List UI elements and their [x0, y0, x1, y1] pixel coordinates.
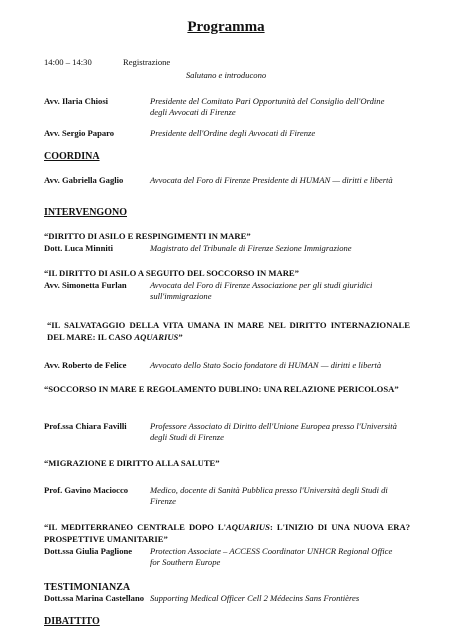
speaker-role: Medico, docente di Sanità Pubblica presso l'Università degli Studi di Firenze [150, 485, 388, 507]
greeter-role: Presidente dell'Ordine degli Avvocati di Firenze [150, 128, 316, 138]
speaker-role: Professore Associato di Diritto dell'Unione Europea presso l'Università degli Studi di Firenze [150, 421, 397, 443]
greeting-heading: Salutano e introducono [185, 70, 267, 80]
testimony-name: Dott.ssa Marina Castellano [44, 593, 145, 603]
testimonianza-heading: TESTIMONIANZA [44, 582, 131, 593]
speaker-name: Dott. Luca Minniti [44, 243, 113, 253]
greeter-name: Avv. Ilaria Chiosi [44, 96, 109, 106]
coordina-heading: COORDINA [44, 151, 100, 162]
talk-title: “MIGRAZIONE E DIRITTO ALLA SALUTE” [44, 458, 220, 468]
talk-title: “IL SALVATAGGIO DELLA VITA UMANA IN MARE NEL DIRITTO INTERNAZIONALE DEL MARE: IL CASO AQUARIUS” [47, 320, 410, 342]
greeter-role: Presidente del Comitato Pari Opportunità del Consiglio dell'Ordine degli Avvocati di Firenze [150, 96, 385, 118]
testimony-role: Supporting Medical Officer Cell 2 Médecins Sans Frontières [150, 593, 360, 603]
schedule-label: Registrazione [123, 57, 171, 67]
schedule-time: 14:00 – 14:30 [44, 57, 92, 67]
speaker-role: Avvocato dello Stato Socio fondatore di HUMAN — diritti e libertà [150, 360, 382, 370]
talk-title: “SOCCORSO IN MARE E REGOLAMENTO DUBLINO: UNA RELAZIONE PERICOLOSA” [44, 384, 399, 394]
intervengono-heading: INTERVENGONO [44, 207, 127, 218]
speaker-role: Avvocata del Foro di Firenze Associazione per gli studi giuridici sull'immigrazione [150, 280, 373, 302]
coordinator-name: Avv. Gabriella Gaglio [44, 175, 124, 185]
coordinator-role: Avvocata del Foro di Firenze Presidente di HUMAN — diritti e libertà [150, 175, 393, 185]
speaker-name: Avv. Simonetta Furlan [44, 280, 127, 290]
speaker-role: Protection Associate – ACCESS Coordinator UNHCR Regional Office for Southern Europe [150, 546, 393, 568]
dibattito-heading: DIBATTITO [44, 616, 100, 627]
greeter-name: Avv. Sergio Paparo [44, 128, 115, 138]
speaker-role: Magistrato del Tribunale di Firenze Sezione Immigrazione [150, 243, 352, 253]
speaker-name: Prof. Gavino Maciocco [44, 485, 129, 495]
page-title: Programma [187, 19, 265, 35]
speaker-name: Avv. Roberto de Felice [44, 360, 127, 370]
speaker-name: Prof.ssa Chiara Favilli [44, 421, 127, 431]
speaker-name: Dott.ssa Giulia Paglione [44, 546, 133, 556]
talk-title: “IL MEDITERRANEO CENTRALE DOPO L'AQUARIUS: L'INIZIO DI UNA NUOVA ERA? PROSPETTIVE UMANITARIE” [44, 522, 410, 544]
talk-title: “DIRITTO DI ASILO E RESPINGIMENTI IN MARE” [44, 231, 251, 241]
talk-title: “IL DIRITTO DI ASILO A SEGUITO DEL SOCCORSO IN MARE” [44, 268, 299, 278]
